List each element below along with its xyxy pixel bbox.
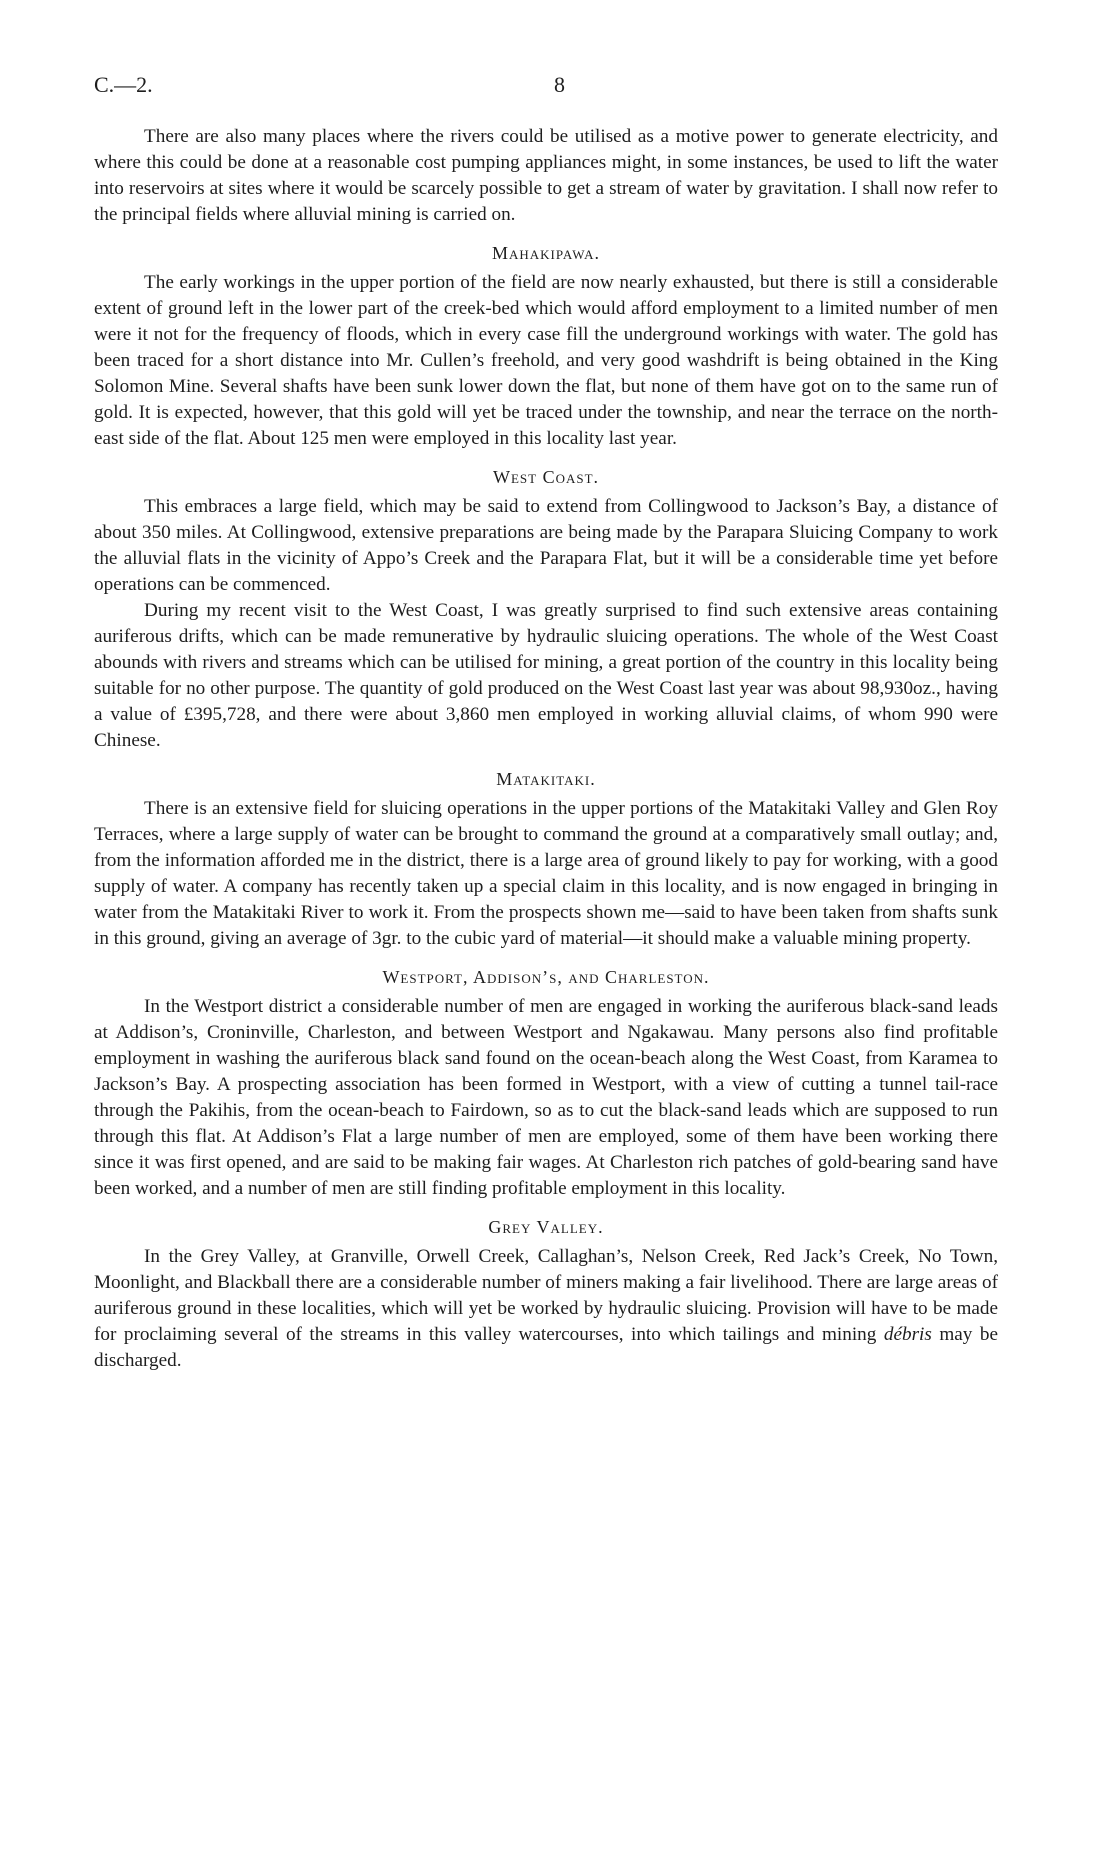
document-reference: C.—2. xyxy=(94,72,153,97)
west-coast-paragraph-1: This embraces a large field, which may be said to extend from Collingwood to Jackson’s Bay, a distance of about 350 miles. At Collingwood, extensive preparations are being made by the Parapara Sluicing Company to work the alluvial flats in the vicinity of Appo’s Creek and the Parapara Flat, but it will be a considerable time yet before operations can be commenced. xyxy=(94,496,998,595)
heading-west-coast: West Coast. xyxy=(492,467,600,487)
west-coast-paragraph-2: During my recent visit to the West Coast, I was greatly surprised to find such extensive areas containing auriferous drifts, which can be made remunerative by hydraulic sluicing operations. The whole of the West Coast abounds with rivers and streams which can be utilised for mining, a great portion of the country in this locality being suitable for no other purpose. The quantity of gold produced on the West Coast last year was about 98,930oz., having a value of £395,728, and there were about 3,860 men employed in working alluvial claims, of whom 990 were Chinese. xyxy=(94,600,998,751)
grey-valley-text-end: may be discharged. xyxy=(94,1324,998,1371)
page-number: 8 xyxy=(554,72,565,97)
mahakipawa-paragraph: The early workings in the upper portion of the field are now nearly exhausted, but there is still a considerable extent of ground left in the lower part of the creek-bed which would afford employment to a limited number of men were it not for the frequency of floods, which in every case fill the underground workings with water. The gold has been traced for a short distance into Mr. Cullen’s freehold, and very good washdrift is being obtained in the King Solomon Mine. Several shafts have been sunk lower down the flat, but none of them have got on to the same run of gold. It is expected, however, that this gold will yet be traced under the township, and near the terrace on the north-east side of the flat. About 125 men were employed in this locality last year. xyxy=(94,272,998,449)
heading-matakitaki: Matakitaki. xyxy=(496,769,596,789)
westport-paragraph: In the Westport district a considerable number of men are engaged in working the auriferous black-sand leads at Addison’s, Croninville, Charleston, and between Westport and Ngakawau. Many persons also find profitable employment in washing the auriferous black sand found on the ocean-beach along the West Coast, from Karamea to Jackson’s Bay. A prospecting association has been formed in Westport, with a view of cutting a tunnel tail-race through the Pakihis, from the ocean-beach to Fairdown, so as to cut the black-sand leads which are supposed to run through this flat. At Addison’s Flat a large number of men are employed, some of them have been working there since it was first opened, and are said to be making fair wages. At Charleston rich patches of gold-bearing sand have been worked, and a number of men are still finding profitable employment in this locality. xyxy=(94,996,998,1199)
page-body xyxy=(94,124,998,1374)
heading-mahakipawa: Mahakipawa. xyxy=(492,243,600,263)
heading-westport: Westport, Addison’s, and Charleston. xyxy=(382,967,710,987)
grey-valley-text-italic: débris xyxy=(883,1324,932,1345)
heading-grey-valley: Grey Valley. xyxy=(488,1217,604,1237)
page-header xyxy=(94,72,1014,102)
intro-paragraph: There are also many places where the rivers could be utilised as a motive power to generate electricity, and where this could be done at a reasonable cost pumping appliances might, in some instances, be used to lift the water into reservoirs at sites where it would be scarcely possible to get a stream of water by gravitation. I shall now refer to the principal fields where alluvial mining is carried on. xyxy=(94,126,998,225)
grey-valley-text-main: In the Grey Valley, at Granville, Orwell Creek, Callaghan’s, Nelson Creek, Red Jack’s Creek, No Town, Moonlight, and Blackball there are a considerable number of miners making a fair livelihood. There are large areas of auriferous ground in these localities, which will yet be worked by hydraulic sluicing. Provision will have to be made for proclaiming several of the streams in this valley watercourses, into which tailings and mining xyxy=(94,1246,998,1345)
matakitaki-paragraph: There is an extensive field for sluicing operations in the upper portions of the Matakitaki Valley and Glen Roy Terraces, where a large supply of water can be brought to command the ground at a comparatively small outlay; and, from the information afforded me in the district, there is a large area of ground likely to pay for working, with a good supply of water. A company has recently taken up a special claim in this locality, and is now engaged in bringing in water from the Matakitaki River to work it. From the prospects shown me—said to have been taken from shafts sunk in this ground, giving an average of 3gr. to the cubic yard of material—it should make a valuable mining property. xyxy=(94,798,998,949)
grey-valley-paragraph xyxy=(94,1244,998,1374)
